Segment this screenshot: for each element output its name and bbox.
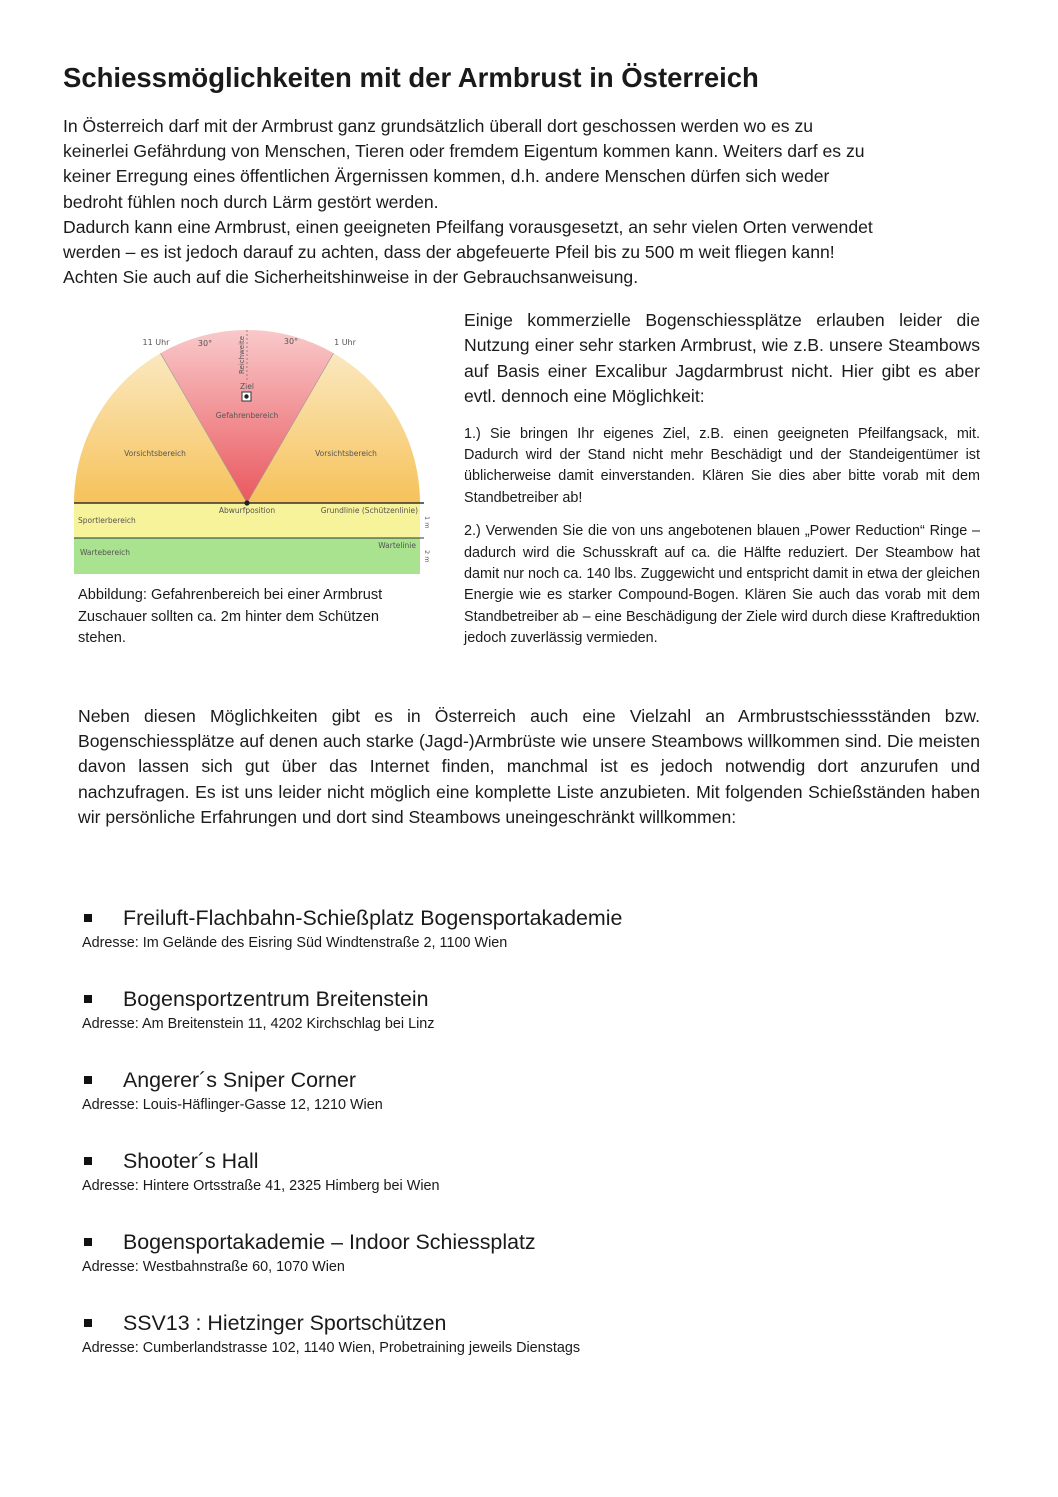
label-2m: 2 m: [423, 550, 431, 563]
intro-line: Dadurch kann eine Armbrust, einen geeigneten Pfeilfang vorausgesetzt, an sehr vielen Orten verwendet: [63, 216, 873, 237]
caption-line: Abbildung: Gefahrenbereich bei einer Armbrust: [78, 587, 383, 603]
label-wartebereich: Wartebereich: [80, 548, 131, 557]
bullet-icon: [84, 1319, 92, 1327]
intro-line: keinerlei Gefährdung von Menschen, Tieren oder fremdem Eigentum kommen kann. Weiters darf es zu: [63, 141, 865, 162]
label-30-left: 30°: [197, 339, 213, 348]
bullet-icon: [84, 1076, 92, 1084]
page-title: Schiessmöglichkeiten mit der Armbrust in Österreich: [63, 62, 759, 93]
right-column: [464, 308, 980, 662]
location-address: Adresse: Cumberlandstrasse 102, 1140 Wien, Probetraining jeweils Dienstags: [82, 1340, 581, 1356]
danger-zone-diagram: [72, 322, 432, 580]
location-name: Bogensportzentrum Breitenstein: [123, 987, 429, 1011]
body-paragraph: Neben diesen Möglichkeiten gibt es in Österreich auch eine Vielzahl an Armbrustschiessständen bzw. Bogenschiessplätze auf denen auch starke (Jagd-)Armbrüste wie unsere Steambows willkommen sind. Die meisten davon lassen sich gut über das Internet finden, manchmal ist es jedoch notwendig dort anzurufen und nachzufragen. Es ist uns leider nicht möglich eine komplette Liste anzubieten. Mit folgenden Schießständen haben wir persönliche Erfahrungen und dort sind Steambows uneingeschränkt willkommen:: [78, 706, 980, 827]
list-item: [82, 985, 982, 1034]
location-address: Adresse: Im Gelände des Eisring Süd Windtenstraße 2, 1100 Wien: [82, 935, 508, 951]
location-address: Adresse: Am Breitenstein 11, 4202 Kirchschlag bei Linz: [82, 1016, 435, 1032]
intro-text: [63, 114, 1003, 290]
label-grundlinie: Grundlinie (Schützenlinie): [320, 506, 418, 515]
bullet-icon: [84, 1157, 92, 1165]
label-gefahrenbereich: Gefahrenbereich: [215, 411, 279, 420]
danger-zone-svg: [72, 322, 432, 580]
figure-caption: [78, 585, 438, 650]
bullet-icon: [84, 914, 92, 922]
list-item: [82, 1147, 982, 1196]
label-1-uhr: 1 Uhr: [334, 338, 356, 347]
list-item: [82, 1066, 982, 1115]
caption-line: Zuschauer sollten ca. 2m hinter dem Schützen: [78, 608, 379, 625]
location-name: Bogensportakademie – Indoor Schiessplatz: [123, 1230, 536, 1254]
target-icon: [244, 394, 248, 398]
intro-line: Achten Sie auch auf die Sicherheitshinweise in der Gebrauchsanweisung.: [63, 267, 639, 288]
bullet-icon: [84, 995, 92, 1003]
caption-line: stehen.: [78, 630, 126, 646]
label-reichweite: Reichweite: [238, 335, 246, 374]
location-address: Adresse: Hintere Ortsstraße 41, 2325 Himberg bei Wien: [82, 1178, 440, 1194]
label-30-right: 30°: [283, 337, 299, 346]
label-abwurfposition: Abwurfposition: [218, 506, 276, 515]
location-address: Adresse: Westbahnstraße 60, 1070 Wien: [82, 1259, 345, 1275]
lead-paragraph: Einige kommerzielle Bogenschiessplätze erlauben leider die Nutzung einer sehr starken Armbrust, wie z.B. unsere Steambows auf Basis einer Excalibur Jagdarmbrust nicht. Hier gibt es aber evtl. dennoch eine Möglichkeit:: [464, 310, 980, 407]
label-vorsichtsbereich-left: Vorsichtsbereich: [124, 449, 186, 458]
label-vorsichtsbereich-right: Vorsichtsbereich: [315, 449, 377, 458]
label-wartelinie: Wartelinie: [378, 541, 416, 550]
list-item: [82, 1228, 982, 1277]
location-name: Shooter´s Hall: [123, 1149, 259, 1173]
location-address: Adresse: Louis-Häflinger-Gasse 12, 1210 Wien: [82, 1097, 383, 1113]
location-name: Freiluft-Flachbahn-Schießplatz Bogensportakademie: [123, 906, 623, 930]
location-name: SSV13 : Hietzinger Sportschützen: [123, 1311, 447, 1335]
option-1: 1.) Sie bringen Ihr eigenes Ziel, z.B. einen geeigneten Pfeilfangsack, mit. Dadurch wird der Stand nicht mehr Beschädigt und der Standeigentümer ist üblicherweise damit einverstanden. Klären Sie dies aber bitte vorab mit dem Standbetreiber ab!: [464, 425, 980, 506]
label-11-uhr: 11 Uhr: [142, 338, 170, 347]
intro-line: werden – es ist jedoch darauf zu achten, dass der abgefeuerte Pfeil bis zu 500 m weit fliegen kann!: [63, 242, 835, 263]
label-ziel: Ziel: [240, 382, 254, 391]
location-name: Angerer´s Sniper Corner: [123, 1068, 357, 1092]
intro-line: bedroht fühlen noch durch Lärm gestört werden.: [63, 191, 439, 212]
bullet-icon: [84, 1238, 92, 1246]
list-item: [82, 1309, 982, 1358]
intro-line: In Österreich darf mit der Armbrust ganz grundsätzlich überall dort geschossen werden wo es zu: [63, 116, 814, 136]
intro-line: keiner Erregung eines öffentlichen Ärgernissen kommen, d.h. andere Menschen dürfen sich weder: [63, 166, 830, 187]
label-sportlerbereich: Sportlerbereich: [78, 516, 136, 525]
shooter-position: [244, 500, 249, 505]
list-item: [82, 904, 982, 953]
label-1m: 1 m: [423, 516, 431, 529]
option-2: 2.) Verwenden Sie die von uns angebotenen blauen „Power Reduction“ Ringe – dadurch wird die Schusskraft auf ca. die Hälfte reduziert. Der Steambow hat damit nur noch ca. 140 lbs. Zuggewicht und entspricht damit in etwa der gleichen Energie wie es starker Compound-Bogen. Klären Sie auch das vorab mit dem Standbetreiber ab – eine Beschädigung der Ziele wird durch diese Kraftreduktion jedoch zuverlässig vermieden.: [464, 523, 980, 647]
